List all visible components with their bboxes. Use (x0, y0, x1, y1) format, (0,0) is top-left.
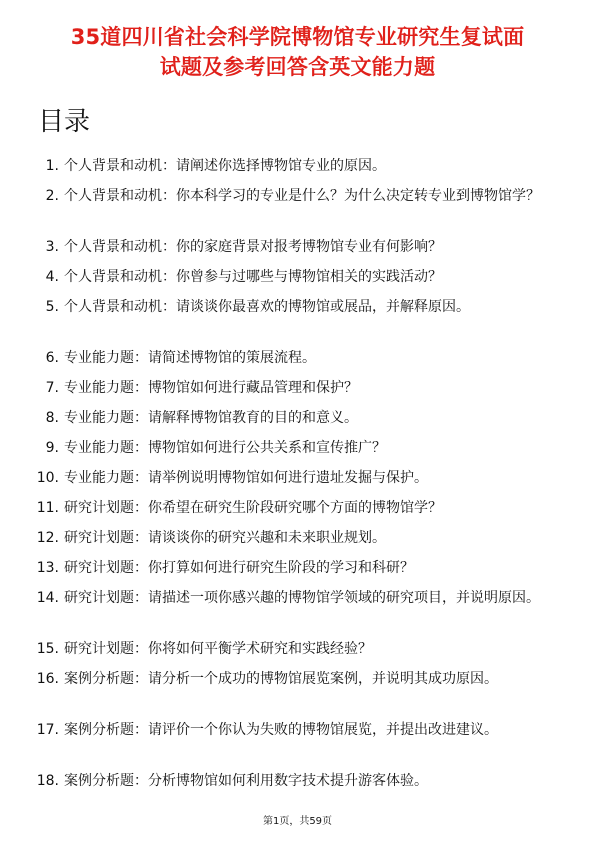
page-footer: 第1页，共59页 (262, 816, 333, 827)
toc-item-7[interactable] (0, 378, 595, 408)
toc-item-number: 1. (45, 158, 59, 174)
toc-item-text: 专业能力题：博物馆如何进行公共关系和宣传推广？ (64, 440, 386, 456)
document-title-line-2: 试题及参考回答含英文能力题 (159, 55, 436, 79)
toc-item-number: 11. (36, 500, 59, 516)
toc-item-text: 研究计划题：你将如何平衡学术研究和实践经验？ (64, 641, 372, 657)
toc-item-12[interactable] (0, 528, 595, 558)
toc-item-number: 4. (45, 269, 59, 285)
toc-item-2[interactable] (0, 186, 595, 237)
toc-item-15[interactable] (0, 639, 595, 669)
toc-item-text: 专业能力题：博物馆如何进行藏品管理和保护？ (64, 380, 358, 396)
toc-item-10[interactable] (0, 468, 595, 498)
toc-item-3[interactable] (0, 237, 595, 267)
toc-item-text: 个人背景和动机：请阐述你选择博物馆专业的原因。 (64, 158, 386, 174)
toc-item-text: 研究计划题：请描述一项你感兴趣的博物馆学领域的研究项目，并说明原因。 (64, 590, 540, 606)
toc-item-text: 个人背景和动机：你的家庭背景对报考博物馆专业有何影响？ (64, 239, 442, 255)
toc-item-18[interactable] (0, 771, 595, 801)
toc-item-17[interactable] (0, 720, 595, 771)
toc-item-text: 专业能力题：请解释博物馆教育的目的和意义。 (64, 410, 358, 426)
toc-item-text: 个人背景和动机：请谈谈你最喜欢的博物馆或展品，并解释原因。 (64, 299, 470, 315)
toc-item-number: 2. (45, 188, 59, 204)
toc-item-6[interactable] (0, 348, 595, 378)
toc-item-text: 个人背景和动机：你本科学习的专业是什么？为什么决定转专业到博物馆学？ (64, 188, 540, 204)
toc-item-text: 案例分析题：分析博物馆如何利用数字技术提升游客体验。 (64, 773, 428, 789)
toc-item-text: 研究计划题：请谈谈你的研究兴趣和未来职业规划。 (64, 530, 386, 546)
toc-item-1[interactable] (0, 156, 595, 186)
toc-item-number: 7. (45, 380, 59, 396)
toc-item-number: 6. (45, 350, 59, 366)
toc-item-13[interactable] (0, 558, 595, 588)
toc-item-number: 17. (36, 722, 59, 738)
toc-item-number: 15. (36, 641, 59, 657)
toc-item-number: 9. (45, 440, 59, 456)
toc-item-number: 18. (36, 773, 59, 789)
toc-item-8[interactable] (0, 408, 595, 438)
toc-item-text: 案例分析题：请评价一个你认为失败的博物馆展览，并提出改进建议。 (64, 722, 498, 738)
toc-item-text: 研究计划题：你打算如何进行研究生阶段的学习和科研？ (64, 560, 414, 576)
toc-item-14[interactable] (0, 588, 595, 639)
toc-item-text: 研究计划题：你希望在研究生阶段研究哪个方面的博物馆学？ (64, 500, 442, 516)
toc-item-text: 案例分析题：请分析一个成功的博物馆展览案例，并说明其成功原因。 (64, 671, 498, 687)
toc-item-number: 8. (45, 410, 59, 426)
toc-item-text: 专业能力题：请简述博物馆的策展流程。 (64, 350, 316, 366)
toc-item-number: 3. (45, 239, 59, 255)
toc-item-number: 12. (36, 530, 59, 546)
toc-item-11[interactable] (0, 498, 595, 528)
toc-item-5[interactable] (0, 297, 595, 348)
toc-item-text: 专业能力题：请举例说明博物馆如何进行遗址发掘与保护。 (64, 470, 428, 486)
toc-item-4[interactable] (0, 267, 595, 297)
toc-item-number: 14. (36, 590, 59, 606)
document-title (30, 22, 565, 82)
toc-item-number: 5. (45, 299, 59, 315)
toc-item-number: 13. (36, 560, 59, 576)
toc-item-9[interactable] (0, 438, 595, 468)
document-title-line-1: 35道四川省社会科学院博物馆专业研究生复试面 (70, 25, 525, 49)
toc-heading: 目录 (38, 107, 91, 137)
toc-list (0, 156, 595, 801)
toc-item-text: 个人背景和动机：你曾参与过哪些与博物馆相关的实践活动？ (64, 269, 442, 285)
toc-item-number: 16. (36, 671, 59, 687)
toc-item-number: 10. (36, 470, 59, 486)
toc-item-16[interactable] (0, 669, 595, 720)
